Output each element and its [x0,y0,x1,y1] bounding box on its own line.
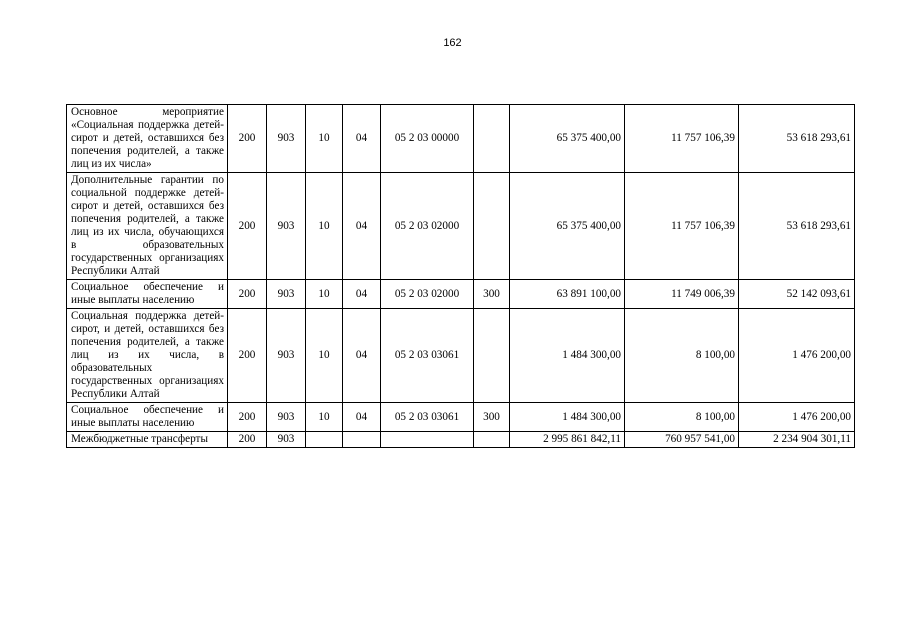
amount-remaining: 2 234 904 301,11 [739,432,855,448]
amount-executed: 11 749 006,39 [625,280,739,309]
code-glava: 200 [228,173,267,280]
table-row [67,280,855,309]
amount-plan: 2 995 861 842,11 [510,432,625,448]
amount-remaining: 1 476 200,00 [739,309,855,403]
code-csr: 05 2 03 02000 [381,173,474,280]
row-name: Основное мероприятие «Социальная поддержка детей-сирот и детей, оставшихся без попечения родителей, а также лиц из их числа» [67,105,228,173]
amount-remaining: 53 618 293,61 [739,105,855,173]
amount-executed: 8 100,00 [625,403,739,432]
code-rz [306,432,343,448]
code-rz: 10 [306,173,343,280]
code-ved: 903 [267,309,306,403]
amount-executed: 11 757 106,39 [625,105,739,173]
code-ved: 903 [267,173,306,280]
amount-remaining: 52 142 093,61 [739,280,855,309]
code-ved: 903 [267,105,306,173]
row-name: Межбюджетные трансферты [67,432,228,448]
code-rz: 10 [306,280,343,309]
code-pr: 04 [343,173,381,280]
table-row [67,173,855,280]
code-vr [474,309,510,403]
code-glava: 200 [228,280,267,309]
code-pr: 04 [343,105,381,173]
code-rz: 10 [306,403,343,432]
code-vr: 300 [474,403,510,432]
code-csr: 05 2 03 00000 [381,105,474,173]
code-glava: 200 [228,432,267,448]
code-pr: 04 [343,309,381,403]
amount-plan: 65 375 400,00 [510,105,625,173]
amount-plan: 65 375 400,00 [510,173,625,280]
code-csr: 05 2 03 02000 [381,280,474,309]
table-row [67,403,855,432]
amount-remaining: 53 618 293,61 [739,173,855,280]
amount-executed: 760 957 541,00 [625,432,739,448]
code-glava: 200 [228,309,267,403]
code-pr [343,432,381,448]
code-csr [381,432,474,448]
row-name: Социальная поддержка детей-сирот, и детей, оставшихся без попечения родителей, а также лиц из их числа, в образовательных государственных организациях Республики Алтай [67,309,228,403]
row-name: Социальное обеспечение и иные выплаты населению [67,280,228,309]
code-vr [474,432,510,448]
code-pr: 04 [343,403,381,432]
code-ved: 903 [267,403,306,432]
row-name: Дополнительные гарантии по социальной поддержке детей-сирот и детей, оставшихся без попечения родителей, а также лиц из их числа, обучающихся в образовательных государственных организациях Республики Алтай [67,173,228,280]
code-vr [474,173,510,280]
code-ved: 903 [267,432,306,448]
amount-executed: 8 100,00 [625,309,739,403]
table-row [67,105,855,173]
code-csr: 05 2 03 03061 [381,309,474,403]
code-rz: 10 [306,105,343,173]
code-csr: 05 2 03 03061 [381,403,474,432]
code-rz: 10 [306,309,343,403]
table-row [67,309,855,403]
row-name: Социальное обеспечение и иные выплаты населению [67,403,228,432]
code-vr: 300 [474,280,510,309]
budget-table [66,104,855,448]
code-vr [474,105,510,173]
code-ved: 903 [267,280,306,309]
amount-executed: 11 757 106,39 [625,173,739,280]
code-glava: 200 [228,105,267,173]
table-row [67,432,855,448]
amount-plan: 1 484 300,00 [510,403,625,432]
page-number: 162 [443,37,462,49]
amount-plan: 1 484 300,00 [510,309,625,403]
code-pr: 04 [343,280,381,309]
code-glava: 200 [228,403,267,432]
table-body [67,105,855,448]
amount-remaining: 1 476 200,00 [739,403,855,432]
amount-plan: 63 891 100,00 [510,280,625,309]
